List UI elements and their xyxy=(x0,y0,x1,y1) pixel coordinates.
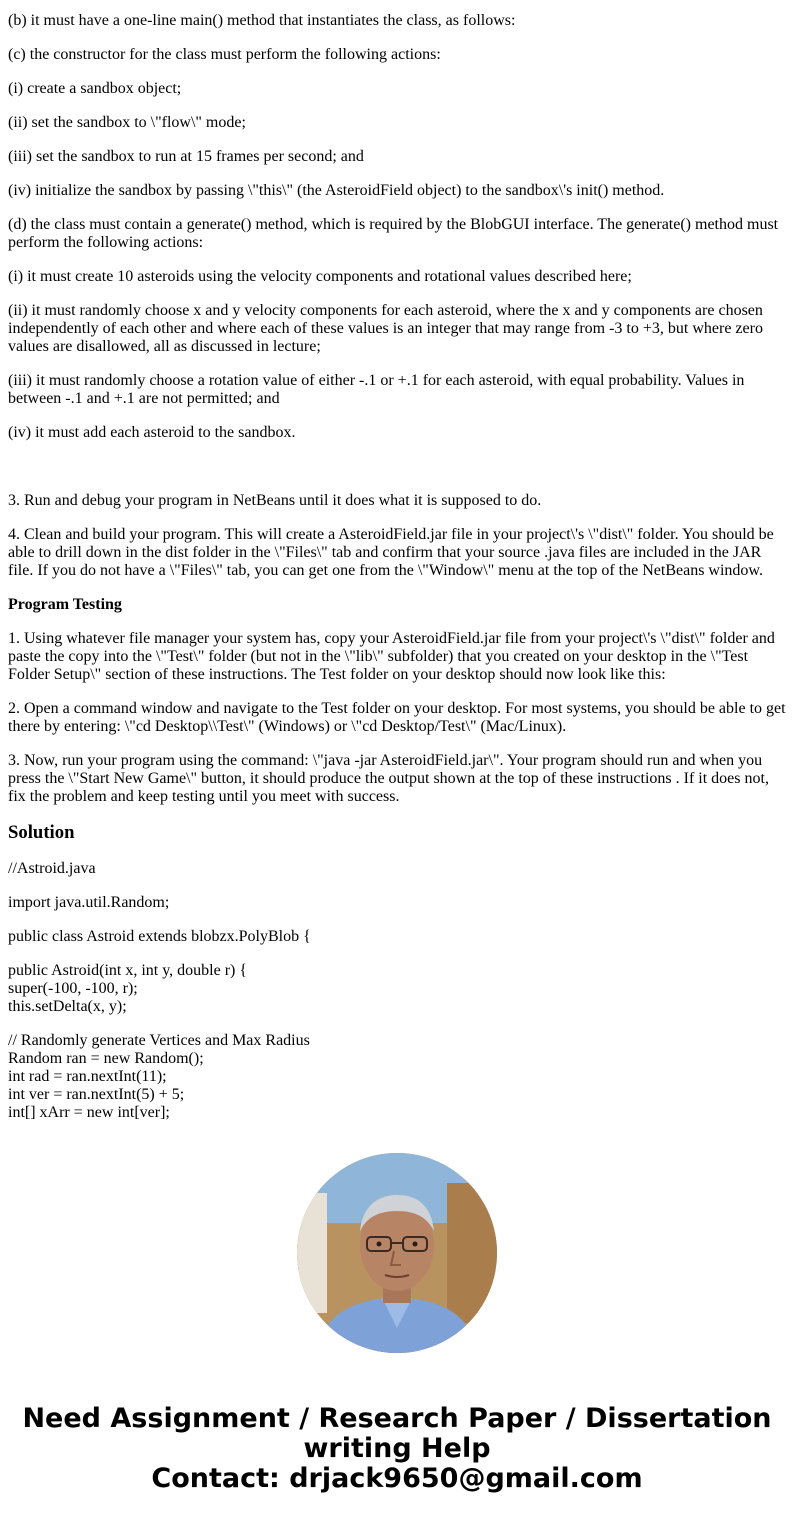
paragraph: (i) it must create 10 asteroids using the velocity components and rotational values described here; xyxy=(8,268,632,285)
code-block: //Astroid.java xyxy=(8,860,96,877)
banner-line: Need Assignment / Research Paper / Dissertation xyxy=(22,1403,772,1434)
paragraph: 3. Run and debug your program in NetBeans until it does what it is supposed to do. xyxy=(8,492,542,509)
contact-line: Contact: drjack9650@gmail.com xyxy=(151,1463,643,1494)
paragraph: (ii) it must randomly choose x and y velocity components for each asteroid, where the x and y components are chosen independently of each other and where each of these values is an integer that may range from -3 to +3, but where zero values are disallowed, all as discussed in lecture; xyxy=(8,302,763,355)
blank-space xyxy=(8,458,786,492)
code-block: public class Astroid extends blobzx.PolyBlob { xyxy=(8,928,311,945)
code-block: public Astroid(int x, int y, double r) { super(-100, -100, r); this.setDelta(x, y); xyxy=(8,962,248,1015)
paragraph: (d) the class must contain a generate() method, which is required by the BlobGUI interface. The generate() method must perform the following actions: xyxy=(8,216,779,251)
author-photo xyxy=(297,1153,497,1353)
code-block: // Randomly generate Vertices and Max Radius Random ran = new Random(); int rad = ran.nextInt(11); int ver = ran.nextInt(5) + 5; int[] xArr = new int[ver]; xyxy=(8,1032,310,1121)
paragraph: 3. Now, run your program using the command: \"java -jar AsteroidField.jar\". Your program should run and when you press the \"Start New Game\" button, it should produce the output shown at the top of these instructions . If it does not, fix the problem and keep testing until you meet with success. xyxy=(8,752,769,805)
section-heading-testing: Program Testing xyxy=(8,596,122,613)
paragraph: 1. Using whatever file manager your system has, copy your AsteroidField.jar file from your project\'s \"dist\" folder and paste the copy into the \"Test\" folder (but not in the \"lib\" subfolder) that you created on your desktop in the \"Test Folder Setup\" section of these instructions. The Test folder on your desktop should now look like this: xyxy=(8,630,775,683)
paragraph: (iv) it must add each asteroid to the sandbox. xyxy=(8,424,296,441)
banner-line: writing Help xyxy=(303,1433,491,1464)
paragraph: (b) it must have a one-line main() method that instantiates the class, as follows: xyxy=(8,12,516,29)
paragraph: (iii) set the sandbox to run at 15 frames per second; and xyxy=(8,148,364,165)
contact-banner xyxy=(0,1404,794,1494)
solution-heading: Solution xyxy=(8,822,75,843)
portrait-illustration xyxy=(297,1153,497,1353)
paragraph: 2. Open a command window and navigate to the Test folder on your desktop. For most systems, you should be able to get there by entering: \"cd Desktop\\Test\" (Windows) or \"cd Desktop/Test\" (Mac/Linux). xyxy=(8,700,786,735)
code-block: import java.util.Random; xyxy=(8,894,170,911)
paragraph: (c) the constructor for the class must perform the following actions: xyxy=(8,46,441,63)
paragraph: (iii) it must randomly choose a rotation value of either -.1 or +.1 for each asteroid, with equal probability. Values in between -.1 and +.1 are not permitted; and xyxy=(8,372,745,407)
paragraph: (iv) initialize the sandbox by passing \"this\" (the AsteroidField object) to the sandbox\'s init() method. xyxy=(8,182,665,199)
paragraph: (ii) set the sandbox to \"flow\" mode; xyxy=(8,114,246,131)
paragraph: 4. Clean and build your program. This will create a AsteroidField.jar file in your project\'s \"dist\" folder. You should be able to drill down in the dist folder in the \"Files\" tab and confirm that your source .java files are included in the JAR file. If you do not have a \"Files\" tab, you can get one from the \"Window\" menu at the top of the NetBeans window. xyxy=(8,526,774,579)
paragraph: (i) create a sandbox object; xyxy=(8,80,182,97)
